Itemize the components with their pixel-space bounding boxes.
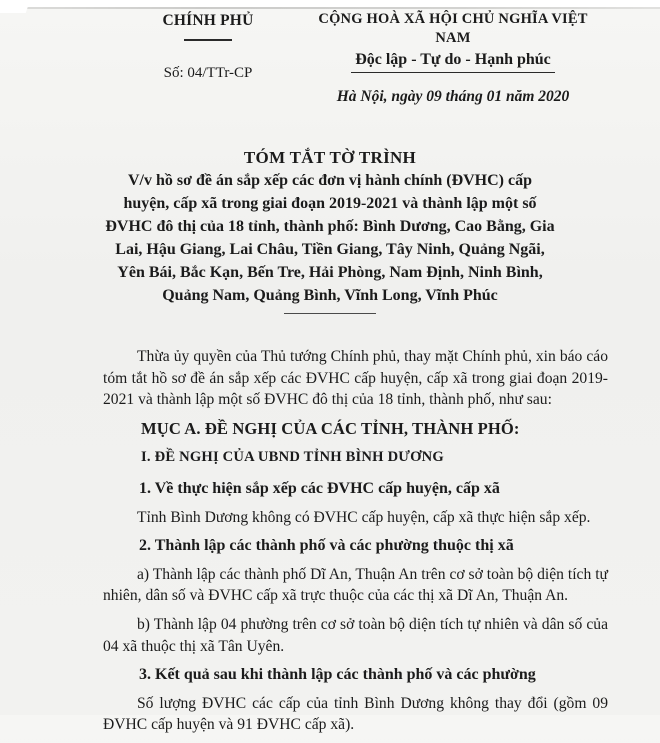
section-a-heading: MỤC A. ĐỀ NGHỊ CỦA CÁC TỈNH, THÀNH PHỐ: [141,418,520,438]
header-right-column [312,10,594,106]
document-page [0,10,660,743]
item-3-paragraph: Số lượng ĐVHC các cấp của tỉnh Bình Dương không thay đổi (gồm 09 ĐVHC cấp huyện và 91 ĐVHC cấp xã). [103,694,608,734]
org-underline-rule [184,39,232,41]
document-subtitle: V/v hồ sơ đề án sắp xếp các đơn vị hành chính (ĐVHC) cấp huyện, cấp xã trong giai đoạn 2019-2021 và thành lập một số ĐVHC đô thị của 18 tỉnh, thành phố: Bình Dương, Cao Bằng, Gia Lai, Hậu Giang, Lai Châu, Tiền Giang, Tây Ninh, Quảng Ngãi, Yên Bái, Bắc Kạn, Bến Tre, Hải Phòng, Nam Định, Ninh Bình, Quảng Nam, Quảng Bình, Vĩnh Long, Vĩnh Phúc [105,172,555,304]
document-number: Số: 04/TTr-CP [163,65,253,81]
item-1-heading: 1. Về thực hiện sắp xếp các ĐVHC cấp huyện, cấp xã [139,479,500,497]
scan-edge-artifact [0,0,660,7]
intro-paragraph: Thừa ủy quyền của Thủ tướng Chính phủ, thay mặt Chính phủ, xin báo cáo tóm tắt hồ sơ đề án sắp xếp các ĐVHC cấp huyện, cấp xã trong giai đoạn 2019-2021 và thành lập một số ĐVHC đô thị của 18 tỉnh, thành phố, như sau: [103,348,608,409]
header-left-column [108,12,308,82]
title-block [104,148,556,314]
issuing-org-name: CHÍNH PHỦ [162,12,254,29]
item-2-heading: 2. Thành lập các thành phố và các phường thuộc thị xã [139,537,514,555]
scan-edge-line [0,7,660,9]
section-i-heading: I. ĐỀ NGHỊ CỦA UBND TỈNH BÌNH DƯƠNG [141,449,444,466]
national-motto: Độc lập - Tự do - Hạnh phúc [351,51,555,73]
document-title: TÓM TẮT TỜ TRÌNH [243,148,417,167]
place-and-date: Hà Nội, ngày 09 tháng 01 năm 2020 [336,88,570,105]
item-2b-paragraph: b) Thành lập 04 phường trên cơ sở toàn bộ diện tích tự nhiên và dân số của 04 xã thuộc thị xã Tân Uyên. [103,615,608,655]
item-1-paragraph: Tỉnh Bình Dương không có ĐVHC cấp huyện, cấp xã thực hiện sắp xếp. [137,508,591,526]
item-3-heading: 3. Kết quả sau khi thành lập các thành phố và các phường [139,666,536,684]
document-body [103,346,608,736]
item-2a-paragraph: a) Thành lập các thành phố Dĩ An, Thuận An trên cơ sở toàn bộ diện tích tự nhiên, dân số và ĐVHC cấp xã trực thuộc của các thị xã Dĩ An, Thuận An. [103,565,608,605]
national-title: CỘNG HOÀ XÃ HỘI CHỦ NGHĨA VIỆT NAM [318,11,588,46]
title-separator-rule [284,313,376,314]
document-header [0,10,660,128]
